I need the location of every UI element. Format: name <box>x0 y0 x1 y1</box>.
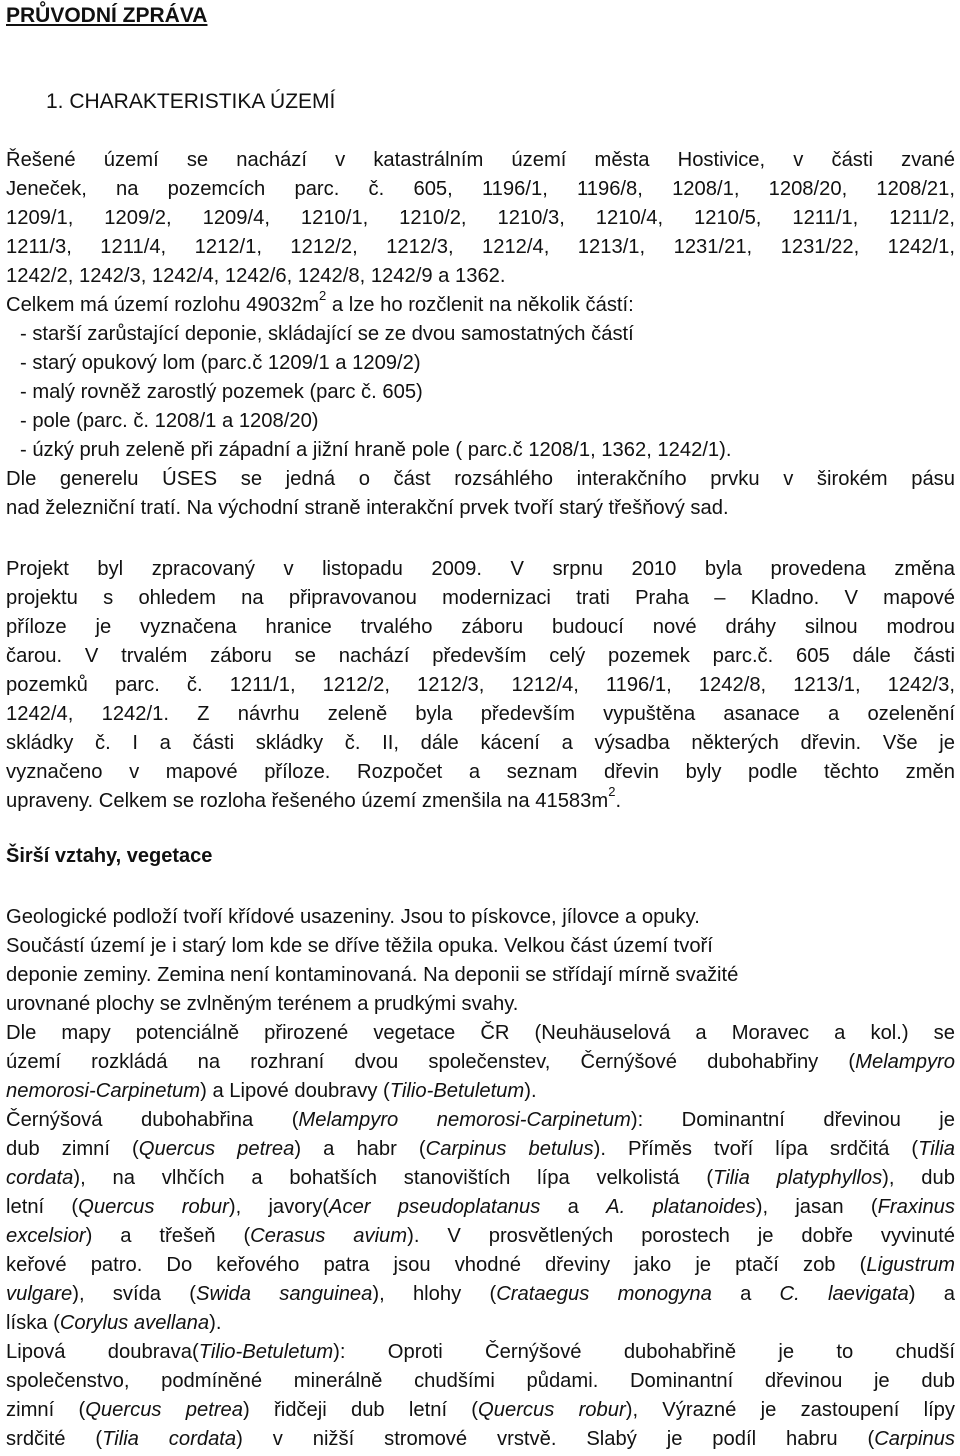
latin-name: Tilia platyphyllos <box>713 1167 883 1189</box>
text-line <box>6 1309 955 1338</box>
text-line: urovnané plochy se zvlněným terénem a prudkými svahy. <box>6 993 519 1015</box>
text-line <box>6 1280 955 1309</box>
latin-name: Quercus robur <box>78 1196 229 1218</box>
text-span: ): Dominantní dřevinou je <box>630 1109 955 1131</box>
text-span: ), hlohy ( <box>372 1283 497 1305</box>
latin-name: cordata <box>6 1167 74 1189</box>
text-line: vyznačeno v mapové příloze. Rozpočet a seznam dřevin byly podle těchto změn <box>6 761 955 783</box>
latin-name: Tilia cordata <box>102 1428 237 1450</box>
text-line: 1209/1, 1209/2, 1209/4, 1210/1, 1210/2, 1210/3, 1210/4, 1210/5, 1211/1, 1211/2, <box>6 207 955 229</box>
text-line: Projekt byl zpracovaný v listopadu 2009. V srpnu 2010 byla provedena změna <box>6 558 955 580</box>
text-span: a <box>711 1283 780 1305</box>
text-span: srdčité ( <box>6 1428 103 1450</box>
latin-name: vulgare <box>6 1283 73 1305</box>
latin-name: Corylus avellana <box>59 1312 210 1334</box>
text-line <box>6 1396 955 1425</box>
area-text-end: a lze ho rozčlenit na několik částí: <box>326 294 634 316</box>
list-item: - starý opukový lom (parc.č 1209/1 a 1209/2) <box>20 352 421 374</box>
text-span: ). <box>524 1080 537 1102</box>
text-span: ), javory( <box>228 1196 330 1218</box>
latin-name: Carpinus betulus <box>425 1138 594 1160</box>
text-span: ). Příměs tvoří lípa srdčitá ( <box>593 1138 919 1160</box>
intro-paragraph <box>6 146 955 523</box>
text-line <box>6 1106 955 1135</box>
latin-name: Melampyro nemorosi-Carpinetum <box>298 1109 631 1131</box>
geology-paragraph <box>6 903 955 1454</box>
text-span: ) a Lipové doubravy ( <box>200 1080 390 1102</box>
text-line: deponie zeminy. Zemina není kontaminovaná. Na deponii se střídají mírně svažité <box>6 964 739 986</box>
text-span: ), jasan ( <box>755 1196 878 1218</box>
text-line: skládky č. I a části skládky č. II, dále kácení a výsadba některých dřevin. Vše je <box>6 732 955 754</box>
text-span: ) řidčeji dub letní ( <box>243 1399 479 1421</box>
text-line <box>6 1425 955 1454</box>
text-line: nad železniční tratí. Na východní straně interakční prvek tvoří starý třešňový sad. <box>6 497 729 519</box>
project-paragraph <box>6 555 955 816</box>
text-span: ). V prosvětlených porostech je dobře vyvinuté <box>407 1225 955 1247</box>
text-line: příloze je vyznačena hranice trvalého záboru budoucí nové dráhy silnou modrou <box>6 616 955 638</box>
text-line <box>6 1077 955 1106</box>
text-span: ) a třešeň ( <box>85 1225 251 1247</box>
text-span: keřové patro. Do keřového patra jsou vhodné dřeviny jako je ptačí zob ( <box>6 1254 867 1276</box>
text-span: zimní ( <box>6 1399 86 1421</box>
document-title: PRŮVODNÍ ZPRÁVA <box>6 4 208 27</box>
text-span: ). <box>209 1312 222 1334</box>
latin-name: Crataegus monogyna <box>496 1283 712 1305</box>
text-line: 1242/4, 1242/1. Z návrhu zeleně byla především vypuštěna asanace a ozelenění <box>6 703 955 725</box>
section-heading-characteristics: 1. CHARAKTERISTIKA ÚZEMÍ <box>46 90 336 113</box>
latin-name: Swida sanguinea <box>196 1283 373 1305</box>
latin-name: Quercus petrea <box>138 1138 295 1160</box>
latin-name: A. platanoides <box>606 1196 756 1218</box>
text-span: ) a <box>908 1283 955 1305</box>
text-span: území rozkládá na rozhraní dvou společenstev, Černýšové dubohabřiny ( <box>6 1051 856 1073</box>
text-line <box>6 784 955 816</box>
list-item: - starší zarůstající deponie, skládající se ze dvou samostatných částí <box>20 323 634 345</box>
text-span: ), dub <box>882 1167 955 1189</box>
latin-name: Tilio-Betuletum <box>198 1341 334 1363</box>
text-span: upraveny. Celkem se rozloha řešeného území zmenšila na 41583m <box>6 790 609 812</box>
latin-name: Acer pseudoplatanus <box>329 1196 541 1218</box>
text-line: společenstvo, podmíněné minerálně chudšími půdami. Dominantní dřevinou je dub <box>6 1370 955 1392</box>
latin-name: Tilia <box>918 1138 955 1160</box>
area-text: Celkem má území rozlohu 49032m <box>6 294 320 316</box>
text-line: Jeneček, na pozemcích parc. č. 605, 1196/1, 1196/8, 1208/1, 1208/20, 1208/21, <box>6 178 955 200</box>
text-span: . <box>615 790 622 812</box>
latin-name: Quercus petrea <box>85 1399 244 1421</box>
text-line <box>6 1048 955 1077</box>
text-line <box>6 1251 955 1280</box>
text-span: líska ( <box>6 1312 60 1334</box>
text-span: ) a habr ( <box>294 1138 426 1160</box>
latin-name: Carpinus <box>874 1428 956 1450</box>
text-span: Černýšová dubohabřina ( <box>6 1109 299 1131</box>
text-span: ): Oproti Černýšové dubohabřině je to chudší <box>333 1341 955 1363</box>
section-heading-vegetation: Širší vztahy, vegetace <box>6 845 213 867</box>
text-line: projektu s ohledem na připravovanou modernizaci trati Praha – Kladno. V mapové <box>6 587 955 609</box>
text-span: ), svída ( <box>72 1283 196 1305</box>
latin-name: C. laevigata <box>779 1283 909 1305</box>
text-line <box>6 1338 955 1367</box>
superscript: 2 <box>319 288 327 304</box>
text-line: Součástí území je i starý lom kde se dříve těžila opuka. Velkou část území tvoří <box>6 935 713 957</box>
text-span: dub zimní ( <box>6 1138 139 1160</box>
text-line: Dle generelu ÚSES se jedná o část rozsáhlého interakčního prvku v širokém pásu <box>6 468 955 490</box>
text-span: ) v nižší stromové vrstvě. Slabý je podíl habru ( <box>236 1428 875 1450</box>
latin-name: nemorosi-Carpinetum <box>6 1080 201 1102</box>
text-line: 1242/2, 1242/3, 1242/4, 1242/6, 1242/8, 1242/9 a 1362. <box>6 265 506 287</box>
list-item: - pole (parc. č. 1208/1 a 1208/20) <box>20 410 319 432</box>
latin-name: Fraxinus <box>877 1196 955 1218</box>
area-line <box>6 288 955 320</box>
text-span: letní ( <box>6 1196 79 1218</box>
latin-name: Cerasus avium <box>250 1225 408 1247</box>
text-span: ), Výrazné je zastoupení lípy <box>625 1399 956 1421</box>
text-line: Řešené území se nachází v katastrálním území města Hostivice, v části zvané <box>6 149 955 171</box>
text-line <box>6 1164 955 1193</box>
text-span: ), na vlhčích a bohatších stanovištích lípa velkolistá ( <box>73 1167 714 1189</box>
text-line: čarou. V trvalém záboru se nachází především celý pozemek parc.č. 605 dále části <box>6 645 955 667</box>
latin-name: Tilio-Betuletum <box>389 1080 525 1102</box>
text-line <box>6 1222 955 1251</box>
latin-name: Ligustrum <box>866 1254 955 1276</box>
list-item: - malý rovněž zarostlý pozemek (parc č. 605) <box>20 381 423 403</box>
latin-name: Melampyro <box>855 1051 955 1073</box>
text-span: Lipová doubrava( <box>6 1341 199 1363</box>
latin-name: Quercus robur <box>478 1399 626 1421</box>
text-line: 1211/3, 1211/4, 1212/1, 1212/2, 1212/3, 1212/4, 1213/1, 1231/21, 1231/22, 1242/1, <box>6 236 955 258</box>
text-line <box>6 1193 955 1222</box>
text-line: pozemků parc. č. 1211/1, 1212/2, 1212/3, 1212/4, 1196/1, 1242/8, 1213/1, 1242/3, <box>6 674 955 696</box>
text-span: a <box>540 1196 607 1218</box>
list-item: - úzký pruh zeleně při západní a jižní hraně pole ( parc.č 1208/1, 1362, 1242/1). <box>20 439 732 461</box>
latin-name: excelsior <box>6 1225 86 1247</box>
text-line: Dle mapy potenciálně přirozené vegetace ČR (Neuhäuselová a Moravec a kol.) se <box>6 1022 955 1044</box>
superscript: 2 <box>608 784 616 800</box>
text-line <box>6 1135 955 1164</box>
text-line: Geologické podloží tvoří křídové usazeniny. Jsou to pískovce, jílovce a opuky. <box>6 906 700 928</box>
